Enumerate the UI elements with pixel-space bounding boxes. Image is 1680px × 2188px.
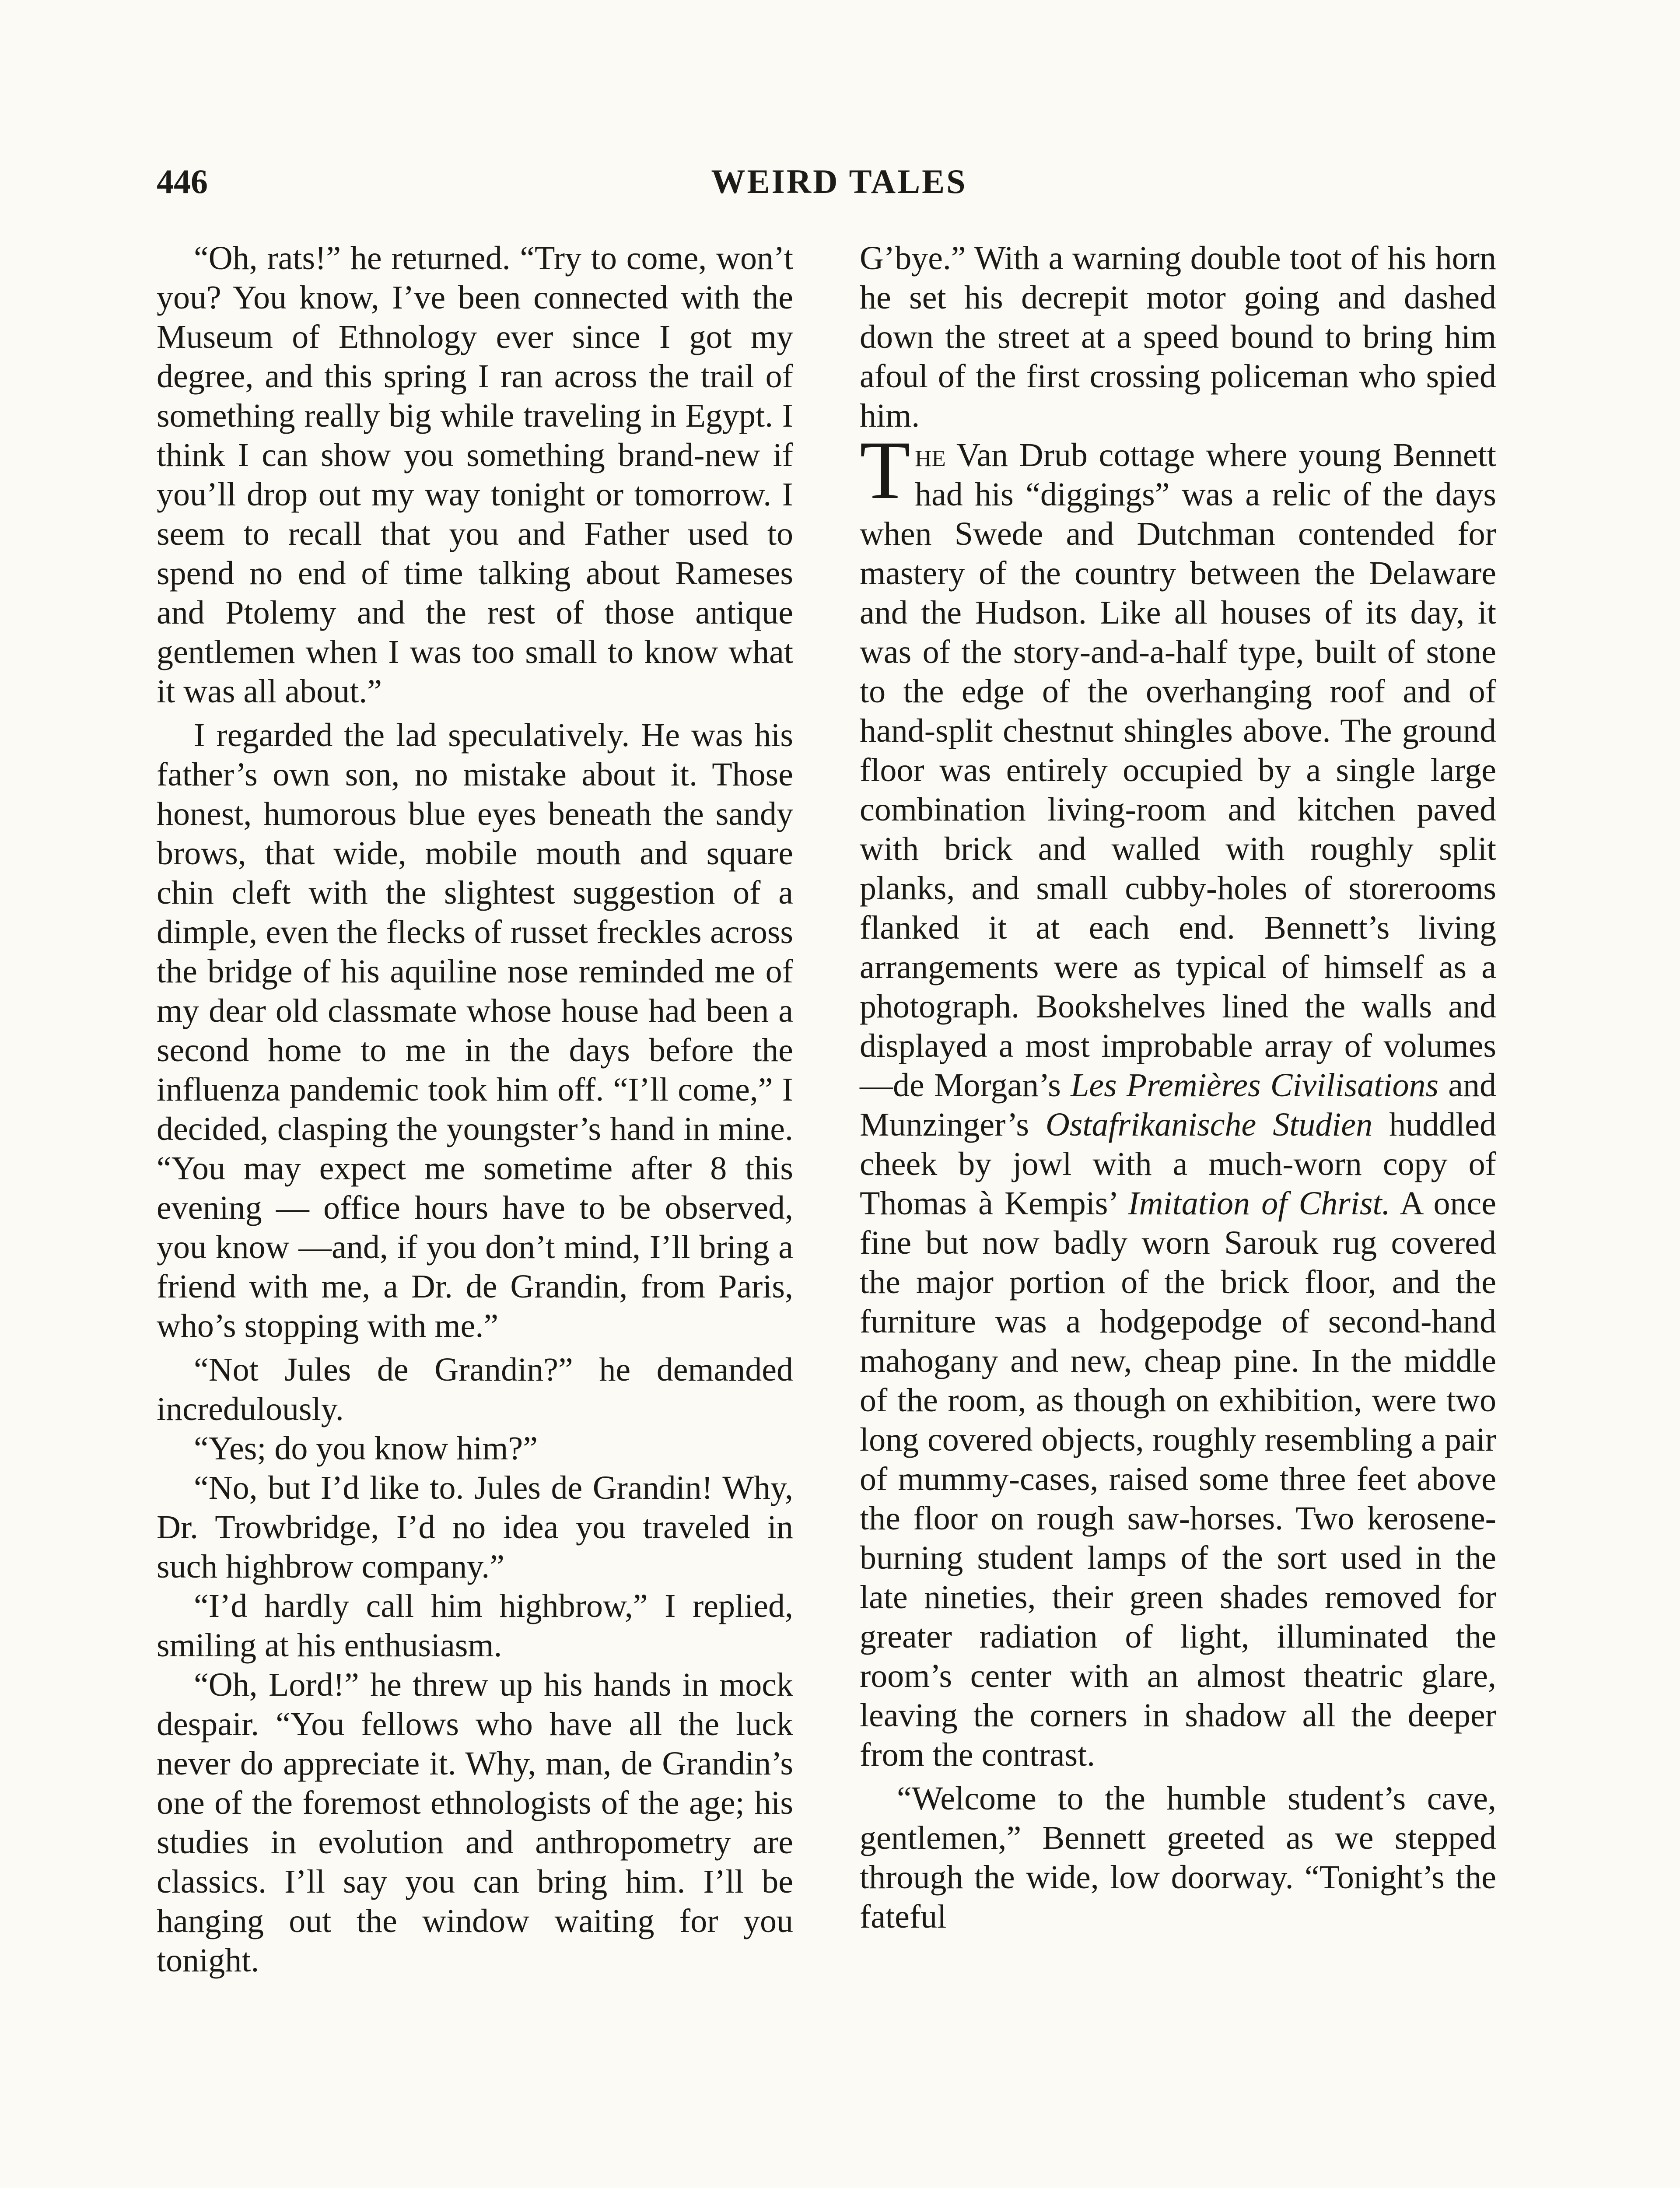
paragraph: “No, but I’d like to. Jules de Grandin! Why, Dr. Trowbridge, I’d no idea you traveled in such highbrow company.” [157, 1469, 793, 1585]
paragraph: G’bye.” With a warning double toot of his horn he set his decrepit motor going and dashed down the street at a speed bound to bring him afoul of the first crossing policeman who spied him. [860, 240, 1496, 434]
book-title: Les Premières Civilisations [1071, 1067, 1439, 1104]
right-column [860, 238, 1496, 1936]
text-run: and Munzinger’s [860, 1067, 1497, 1143]
left-column [157, 238, 793, 1980]
paragraph: “Yes; do you know him?” [194, 1430, 538, 1467]
page-number: 446 [157, 162, 208, 200]
book-title: Imitation of Christ. [1128, 1185, 1390, 1222]
paragraph: “I’d hardly call him highbrow,” I replied, smiling at his enthusiasm. [157, 1588, 793, 1664]
paragraph: “Oh, Lord!” he threw up his hands in mock despair. “You fellows who have all the luck never do appreciate it. Why, man, de Grandin’s one of the foremost ethnologists of the age; his studies in evolution and anthropometry are classics. I’ll say you can bring him. I’ll be hanging out the window waiting for you tonight. [157, 1666, 793, 1979]
text-run: Van Drub cottage where young Bennett had his “diggings” was a relic of the days when Swede and Dutchman contended for mastery of the country between the Delaware and the Hudson. Like all houses of its day, it was of the story-and-a-half type, built of stone to the edge of the overhanging roof and of hand-split chestnut shingles above. The ground floor was entirely occupied by a single large combination living-room and kitchen paved with brick and walled with roughly split planks, and small cubby-holes of storerooms flanked it at each end. Bennett’s living arrangements were as typical of himself as a photograph. Bookshelves lined the walls and displayed a most improbable array of volumes—de Morgan’s [860, 437, 1496, 1104]
paragraph: “Oh, rats!” he returned. “Try to come, won’t you? You know, I’ve been connected with the Museum of Ethnology ever since I got my degree, and this spring I ran across the trail of something really big while traveling in Egypt. I think I can show you something brand-new if you’ll drop out my way tonight or tomorrow. I seem to recall that you and Father used to spend no end of time talking about Rameses and Ptolemy and the rest of those antique gentlemen when I was too small to know what it was all about.” [157, 240, 793, 710]
paragraph: “Welcome to the humble student’s cave, gentlemen,” Bennett greeted as we stepped through the wide, low doorway. “Tonight’s the fateful [860, 1780, 1496, 1935]
text-run: huddled cheek by jowl with a much-worn copy of Thomas à Kempis’ [860, 1106, 1496, 1222]
magazine-title: WEIRD TALES [711, 162, 967, 200]
small-caps-lead: he [915, 437, 946, 473]
paragraph: I regarded the lad speculatively. He was his father’s own son, no mistake about it. Those honest, humorous blue eyes beneath the sandy brows, that wide, mobile mouth and square chin cleft with the slightest suggestion of a dimple, even the flecks of russet freckles across the bridge of his aquiline nose reminded me of my dear old classmate whose house had been a second home to me in the days before the influenza pandemic took him off. “I’ll come,” I decided, clasping the youngster’s hand in mine. “You may expect me sometime after 8 this evening — office hours have to be observed, you know —and, if you don’t mind, I’ll bring a friend with me, a Dr. de Grandin, from Paris, who’s stopping with me.” [157, 717, 793, 1344]
book-title: Ostafrikanische Studien [1045, 1106, 1373, 1143]
text-run: A once fine but now badly worn Sarouk rug covered the major portion of the brick floor, and the furniture was a hodgepodge of second-hand mahogany and new, cheap pine. In the middle of the room, as though on exhibition, were two long covered objects, roughly resembling a pair of mummy-cases, raised some three feet above the floor on rough saw-horses. Two kerosene-burning student lamps of the sort used in the late nineties, their green shades removed for greater radiation of light, illuminated the room’s center with an almost theatric glare, leaving the corners in shadow all the deeper from the contrast. [860, 1185, 1497, 1773]
drop-cap: T [860, 424, 911, 516]
running-head [157, 162, 1522, 210]
section-opening-paragraph [860, 424, 1497, 1774]
paragraph: “Not Jules de Grandin?” he demanded incredulously. [157, 1351, 793, 1427]
